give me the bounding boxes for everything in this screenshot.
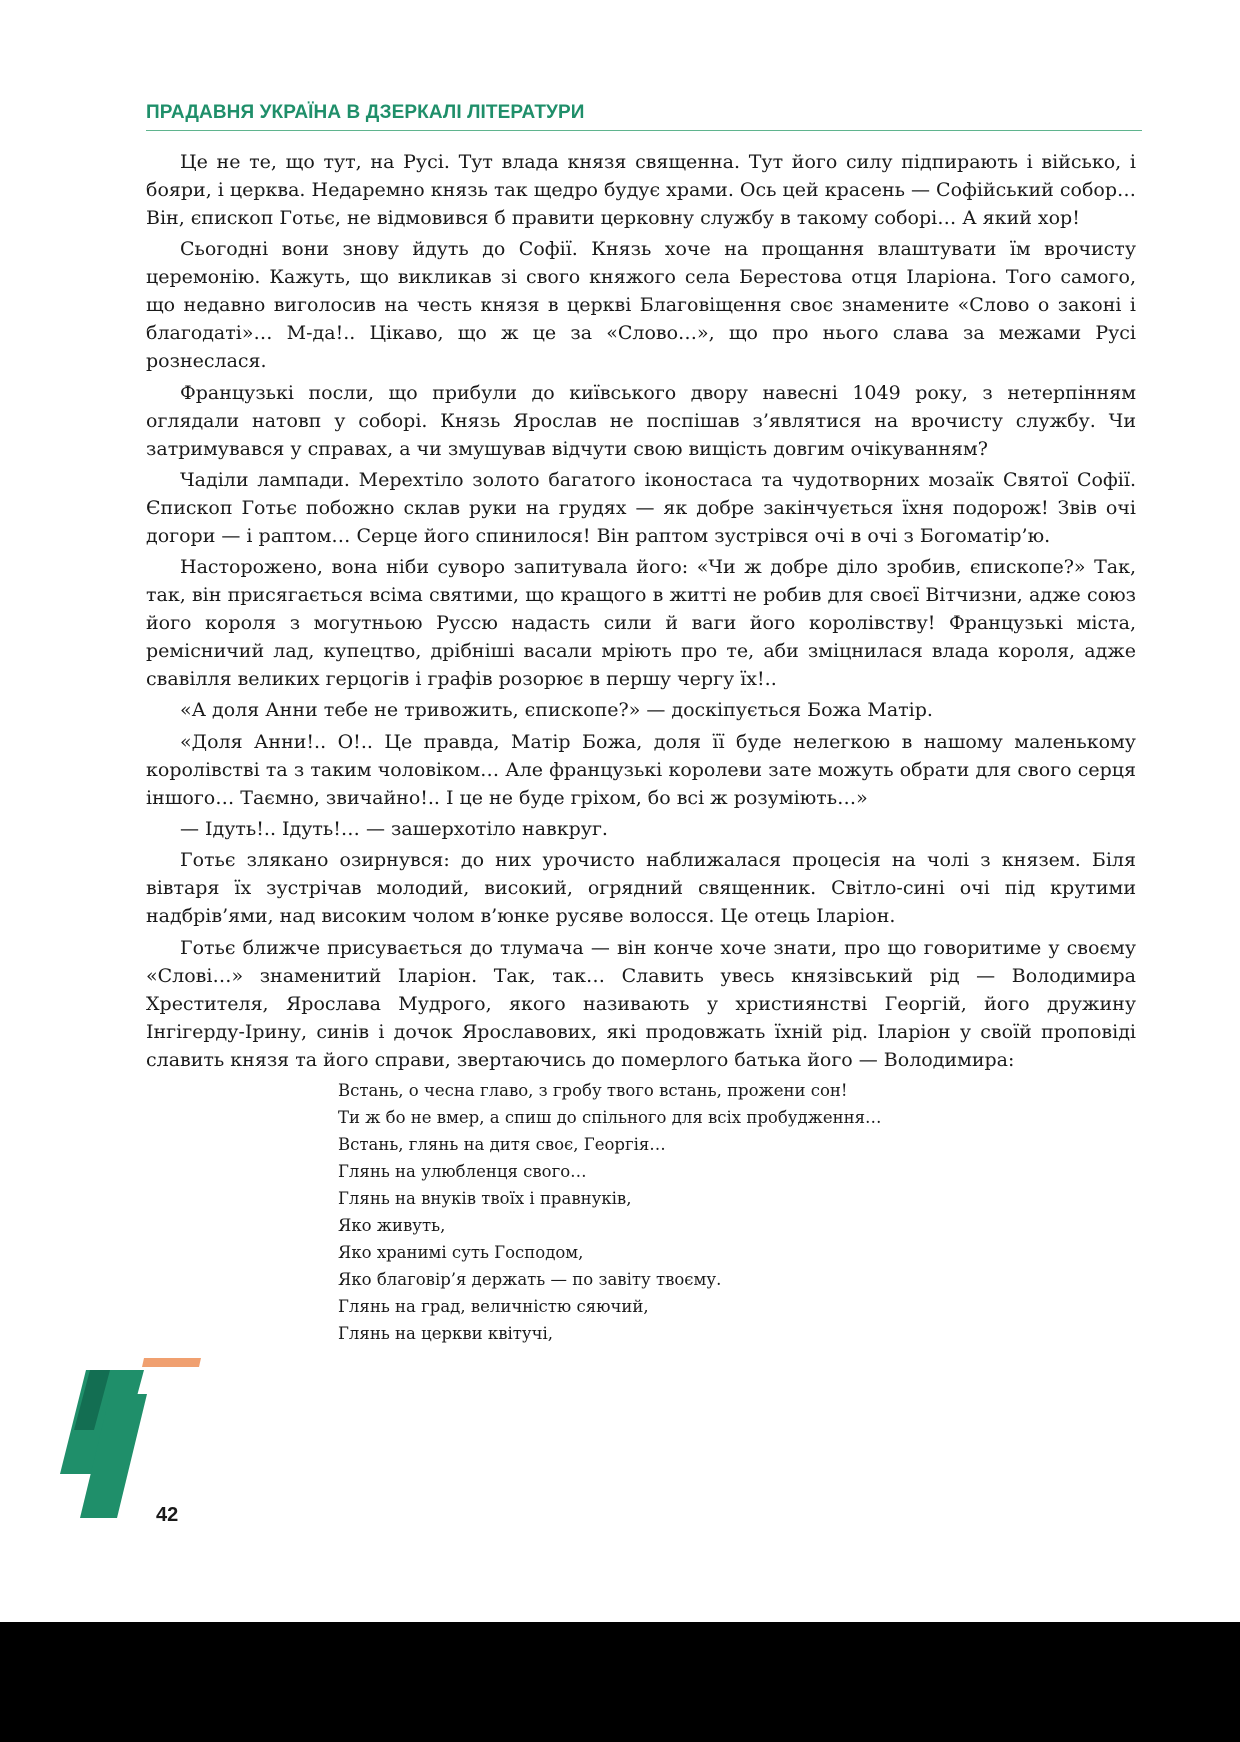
poem-quote [338,1077,1136,1347]
poem-line: Глянь на церкви квітучі, [338,1323,554,1343]
paragraph: Французькі посли, що прибули до київського двору навесні 1049 року, з нетерпінням оглядали натовп у соборі. Князь Ярослав не поспішав з’являтися на врочисту службу. Чи затримувався у справах, а чи змушував відчути свою вищість довгим очікуванням? [146,381,1136,460]
poem-line: Глянь на внуків твоїх і правнуків, [338,1188,632,1208]
paragraph: Це не те, що тут, на Русі. Тут влада князя священна. Тут його силу підпирають і військо, і бояри, і церква. Недаремно князь так щедро будує храми. Ось цей красень — Софійський собор… Він, єпископ Готьє, не відмовився б правити церковну службу в такому соборі… А який хор! [146,151,1136,229]
paragraph: — Ідуть!.. Ідуть!… — зашерхотіло навкруг. [180,818,608,841]
header-rule [146,130,1142,131]
poem-line: Встань, глянь на дитя своє, Георгія… [338,1134,666,1154]
poem-line: Глянь на град, величністю сяючий, [338,1296,649,1316]
poem-line: Глянь на улюбленця свого… [338,1161,587,1181]
article-body [146,148,1136,1347]
page-number: 42 [156,1504,179,1526]
poem-line: Яко живуть, [338,1215,446,1235]
running-header: ПРАДАВНЯ УКРАЇНА В ДЗЕРКАЛІ ЛІТЕРАТУРИ [146,102,585,123]
paragraph: Готьє злякано озирнувся: до них урочисто наближалася процесія на чолі з князем. Біля вівтаря їх зустрічав молодий, високий, огрядний священник. Світло-сині очі під крутими надбрів’ями, над високим чолом в’юнке русяве волосся. Це отець Іларіон. [146,849,1136,928]
paragraph: «Доля Анни!.. О!.. Це правда, Матір Божа, доля її буде нелегкою в нашому маленькому королівстві та з таким чоловіком… Але французькі королеви зате можуть обрати для свого серця іншого… Таємно, звичайно!.. І це не буде гріхом, бо всі ж розуміють…» [146,730,1136,809]
poem-line: Яко хранимі суть Господом, [338,1242,584,1262]
poem-line: Ти ж бо не вмер, а спиш до спільного для всіх пробудження… [338,1107,882,1127]
paragraph: «А доля Анни тебе не тривожить, єпископе?» — доскіпується Божа Матір. [180,699,933,722]
paragraph: Сьогодні вони знову йдуть до Софії. Князь хоче на прощання влаштувати їм врочисту церемонію. Кажуть, що викликав зі свого княжого села Берестова отця Іларіона. Того самого, що недавно виголосив на честь князя в церкві Благовіщення своє знамените «Слово о законі і благодаті»… М-да!.. Цікаво, що ж це за «Слово…», що про нього слава за межами Русі рознеслася. [146,238,1136,373]
decor-orange-bar [142,1358,201,1367]
poem-line: Яко благовір’я держать — по завіту твоєму. [338,1269,722,1289]
paragraph: Насторожено, вона ніби суворо запитувала його: «Чи ж добре діло зробив, єпископе?» Так, так, він присягається всіма святими, що кращого в житті не робив для своєї Вітчизни, адже союз його короля з могутньою Руссю надасть сили й ваги його королівству! Французькі міста, ремісничий лад, купецтво, дрібніші васали мріють про те, аби зміцнилася влада короля, адже свавілля великих герцогів і графів розорює в першу чергу їх!.. [146,556,1136,691]
page-corner-decoration [60,1358,210,1568]
paragraph: Чаділи лампади. Мерехтіло золото багатого іконостаса та чудотворних мозаїк Святої Софії. Єпископ Готьє побожно склав руки на грудях — як добре закінчується їхня подорож! Звів очі догори — і раптом… Серце його спинилося! Він раптом зустрівся очі в очі з Богоматір’ю. [146,468,1136,547]
paragraph: Готьє ближче присувається до тлумача — він конче хоче знати, про що говоритиме у своєму «Слові…» знаменитий Іларіон. Так, так… Славить увесь князівський рід — Володимира Хрестителя, Ярослава Мудрого, якого називають у християнстві Георгій, його дружину Інгігерду-Ірину, синів і дочок Ярославових, які продовжать їхній рід. Іларіон у своїй проповіді славить князя та його справи, звертаючись до померлого батька його — Володимира: [146,936,1136,1071]
poem-line: Встань, о чесна главо, з гробу твого встань, прожени сон! [338,1080,848,1100]
